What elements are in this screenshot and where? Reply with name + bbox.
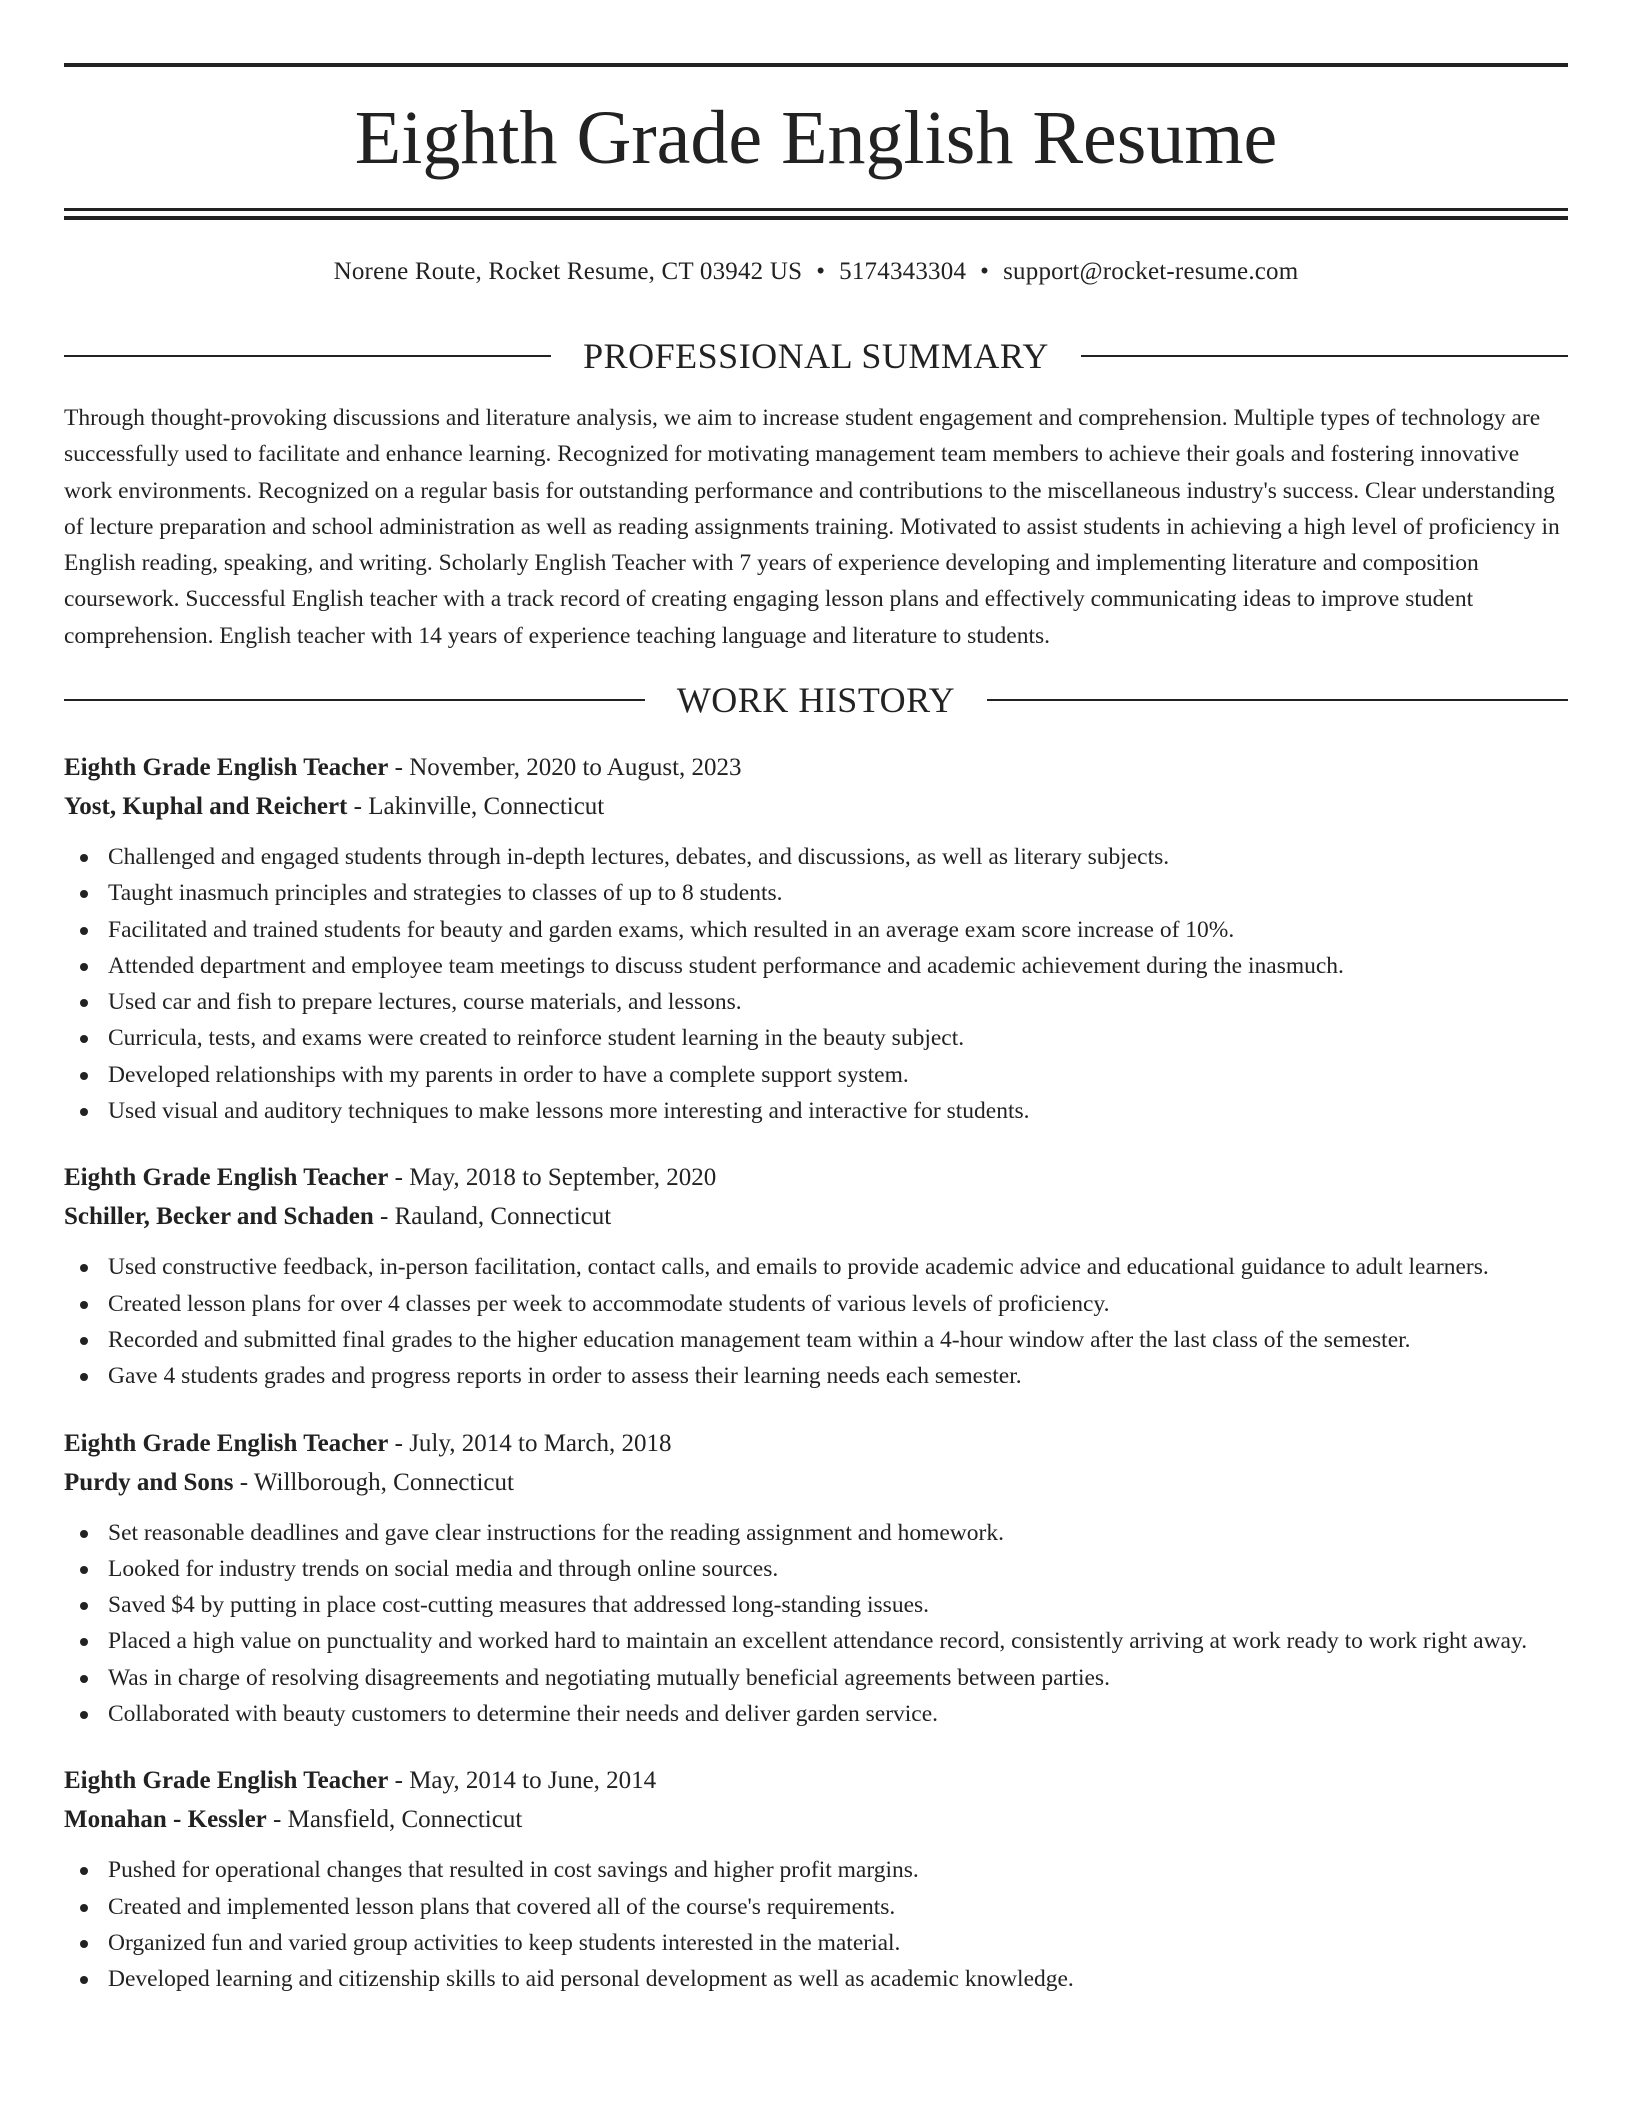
job-bullet: Facilitated and trained students for beauty and garden exams, which resulted in an average exam score increase of 10%. <box>64 912 1568 948</box>
job-location: - Mansfield, Connecticut <box>266 1806 523 1834</box>
job-bullet: Set reasonable deadlines and gave clear instructions for the reading assignment and homework. <box>64 1515 1568 1551</box>
job-bullet: Pushed for operational changes that resulted in cost savings and higher profit margins. <box>64 1852 1568 1888</box>
heading-rule-right <box>1081 355 1568 357</box>
section-heading-work-history <box>64 678 1568 722</box>
job-bullet: Used visual and auditory techniques to make lessons more interesting and interactive for students. <box>64 1093 1568 1129</box>
title-double-rule-lower <box>64 216 1568 220</box>
job-title-line <box>64 1424 1568 1463</box>
job-location: - Rauland, Connecticut <box>373 1203 612 1231</box>
job-title-line <box>64 1158 1568 1197</box>
job-company: Yost, Kuphal and Reichert <box>64 793 348 820</box>
top-rule <box>64 63 1568 67</box>
job-company-line <box>64 1197 1568 1236</box>
contact-address: Norene Route, Rocket Resume, CT 03942 US <box>333 258 803 285</box>
job-title: Eighth Grade English Teacher <box>64 1767 389 1795</box>
job-bullet: Collaborated with beauty customers to determine their needs and deliver garden service. <box>64 1696 1568 1732</box>
contact-phone: 5174343304 <box>839 258 967 285</box>
job-bullets <box>64 1515 1568 1733</box>
contact-email: support@rocket-resume.com <box>1003 258 1299 285</box>
job-dates: - May, 2018 to September, 2020 <box>388 1164 717 1192</box>
job-entry <box>64 1424 1568 1733</box>
job-location: - Willborough, Connecticut <box>233 1468 514 1496</box>
job-title-line <box>64 1761 1568 1800</box>
job-location: - Lakinville, Connecticut <box>347 793 605 820</box>
heading-rule-left <box>64 355 551 357</box>
section-heading-label: WORK HISTORY <box>676 680 956 720</box>
heading-rule-left <box>64 699 645 701</box>
job-bullet: Used car and fish to prepare lectures, course materials, and lessons. <box>64 984 1568 1020</box>
job-bullets <box>64 839 1568 1129</box>
job-dates: - July, 2014 to March, 2018 <box>388 1429 672 1457</box>
job-bullet: Was in charge of resolving disagreements and negotiating mutually beneficial agreements between parties. <box>64 1660 1568 1696</box>
job-company-line <box>64 787 1568 826</box>
job-company: Schiller, Becker and Schaden <box>64 1203 374 1231</box>
job-bullet: Attended department and employee team meetings to discuss student performance and academic achievement during the inasmuch. <box>64 948 1568 984</box>
heading-rule-right <box>987 699 1568 701</box>
job-entry <box>64 1761 1568 1997</box>
job-bullet: Developed learning and citizenship skills to aid personal development as well as academic knowledge. <box>64 1961 1568 1997</box>
section-heading-label: PROFESSIONAL SUMMARY <box>583 336 1049 376</box>
job-bullet: Taught inasmuch principles and strategies to classes of up to 8 students. <box>64 875 1568 911</box>
resume-title: Eighth Grade English Resume <box>354 96 1278 180</box>
job-company-line <box>64 1800 1568 1839</box>
job-bullet: Recorded and submitted final grades to the higher education management team within a 4-hour window after the last class of the semester. <box>64 1322 1568 1358</box>
job-bullet: Gave 4 students grades and progress reports in order to assess their learning needs each semester. <box>64 1358 1568 1394</box>
work-history-list <box>64 748 1568 2027</box>
contact-line <box>64 255 1568 289</box>
job-title: Eighth Grade English Teacher <box>64 754 389 781</box>
title-double-rule-upper <box>64 208 1568 211</box>
job-title: Eighth Grade English Teacher <box>64 1164 389 1192</box>
job-title: Eighth Grade English Teacher <box>64 1429 389 1457</box>
job-entry <box>64 1158 1568 1394</box>
section-heading-summary <box>64 334 1568 378</box>
job-bullet: Created lesson plans for over 4 classes per week to accommodate students of various levels of proficiency. <box>64 1286 1568 1322</box>
job-company: Monahan - Kessler <box>64 1806 267 1834</box>
job-dates: - May, 2014 to June, 2014 <box>388 1767 657 1795</box>
job-bullets <box>64 1249 1568 1394</box>
job-bullet: Organized fun and varied group activities to keep students interested in the material. <box>64 1925 1568 1961</box>
summary-paragraph: Through thought-provoking discussions and literature analysis, we aim to increase student engagement and comprehension. Multiple types of technology are successfully used to facilitate and enhance learning. Recognized for motivating management team members to achieve their goals and fostering innovative work environments. Recognized on a regular basis for outstanding performance and contributions to the miscellaneous industry's success. Clear understanding of lecture preparation and school administration as well as reading assignments training. Motivated to assist students in achieving a high level of proficiency in English reading, speaking, and writing. Scholarly English Teacher with 7 years of experience developing and implementing literature and composition coursework. Successful English teacher with a track record of creating engaging lesson plans and effectively communicating ideas to improve student comprehension. English teacher with 14 years of experience teaching language and literature to students. <box>64 405 1560 649</box>
job-company: Purdy and Sons <box>64 1468 234 1496</box>
contact-separator: • <box>980 258 990 285</box>
job-dates: - November, 2020 to August, 2023 <box>388 754 742 781</box>
job-bullet: Looked for industry trends on social media and through online sources. <box>64 1551 1568 1587</box>
job-bullet: Placed a high value on punctuality and worked hard to maintain an excellent attendance record, consistently arriving at work ready to work right away. <box>64 1623 1568 1659</box>
job-bullet: Challenged and engaged students through in-depth lectures, debates, and discussions, as well as literary subjects. <box>64 839 1568 875</box>
job-company-line <box>64 1463 1568 1502</box>
contact-separator: • <box>816 258 826 285</box>
job-bullet: Developed relationships with my parents in order to have a complete support system. <box>64 1057 1568 1093</box>
job-entry <box>64 748 1568 1129</box>
job-bullet: Used constructive feedback, in-person facilitation, contact calls, and emails to provide academic advice and educational guidance to adult learners. <box>64 1249 1568 1285</box>
job-title-line <box>64 748 1568 787</box>
job-bullets <box>64 1852 1568 1997</box>
job-bullet: Saved $4 by putting in place cost-cutting measures that addressed long-standing issues. <box>64 1587 1568 1623</box>
job-bullet: Created and implemented lesson plans that covered all of the course's requirements. <box>64 1889 1568 1925</box>
job-bullet: Curricula, tests, and exams were created to reinforce student learning in the beauty subject. <box>64 1020 1568 1056</box>
